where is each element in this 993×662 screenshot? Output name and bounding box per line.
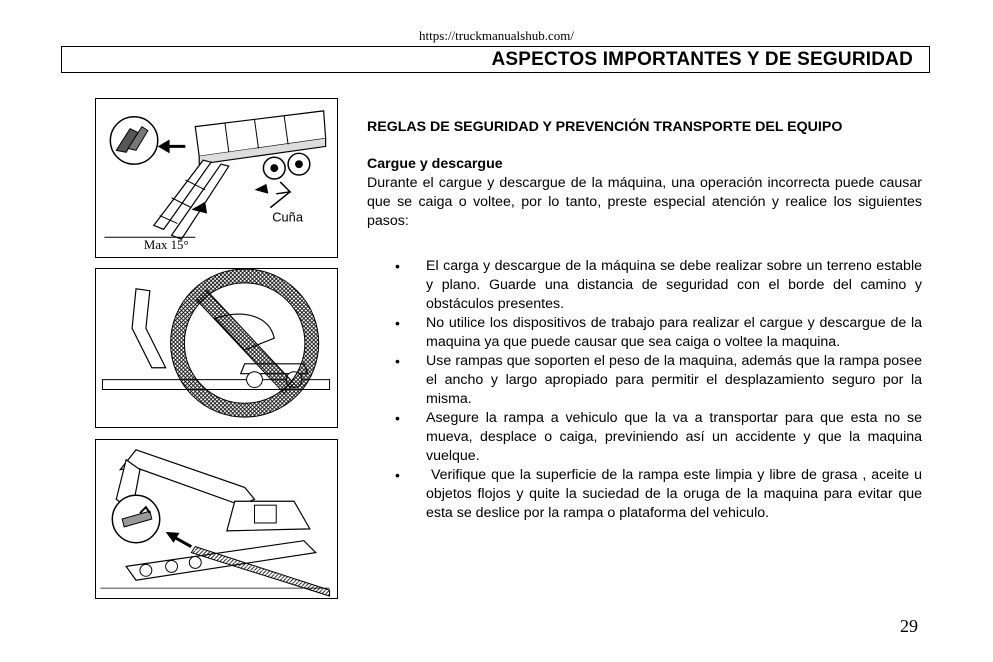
source-url: https://truckmanualshub.com/ bbox=[419, 28, 574, 43]
figure-ramp-loading bbox=[95, 98, 338, 258]
bullet-icon: • bbox=[395, 315, 400, 331]
bullet-icon: • bbox=[395, 467, 400, 483]
page-header bbox=[61, 46, 930, 73]
list-item-text: No utilice los dispositivos de trabajo para realizar el cargue y descargue de la maquina ya que puede causar que sea caiga o voltee la maquina. bbox=[426, 315, 922, 350]
list-item-text: Asegure la rampa a vehiculo que la va a transportar para que esta no se mueva, desplace o caiga, previniendo así un accidente y que la maquina vuelque. bbox=[426, 410, 922, 464]
list-item-text: El carga y descargue de la máquina se debe realizar sobre un terreno estable y plano. Guarde una distancia de seguridad con el borde del camino y obstáculos presentes. bbox=[426, 258, 922, 312]
intro-paragraph: Durante el cargue y descargue de la máquina, una operación incorrecta puede causar que se caiga o voltee, por lo tanto, preste especial atención y realice los siguientes pasos: bbox=[367, 175, 922, 229]
figure-ramp-surface-clean bbox=[95, 439, 338, 599]
list-item bbox=[367, 409, 922, 466]
section-title: REGLAS DE SEGURIDAD Y PREVENCIÓN TRANSPORTE DEL EQUIPO bbox=[367, 119, 843, 135]
page-number: 29 bbox=[900, 616, 918, 636]
bullet-icon: • bbox=[395, 410, 400, 426]
list-item bbox=[367, 257, 922, 314]
list-item-text: Use rampas que soporten el peso de la maquina, además que la rampa posee el ancho y largo apropiado para permitir el desplazamiento seguro por la misma. bbox=[426, 353, 922, 407]
list-item bbox=[367, 314, 922, 352]
prohibited-boom-illustration bbox=[96, 269, 337, 427]
bullet-icon: • bbox=[395, 258, 400, 274]
angle-label: Max 15° bbox=[143, 238, 189, 253]
list-item bbox=[367, 352, 922, 409]
list-item-text: Verifique que la superficie de la rampa este limpia y libre de grasa , aceite u objetos flojos y quite la suciedad de la oruga de la maquina para evitar que esta se deslice por la rampa o plataforma del vehiculo. bbox=[426, 467, 926, 521]
figure-prohibited-boom-use bbox=[95, 268, 338, 428]
ramp-loading-illustration bbox=[96, 99, 337, 257]
page-title: ASPECTOS IMPORTANTES Y DE SEGURIDAD bbox=[491, 49, 913, 70]
ramp-surface-illustration bbox=[96, 440, 337, 598]
wedge-label: Cuña bbox=[272, 209, 303, 225]
bullet-icon: • bbox=[395, 353, 400, 369]
main-content bbox=[367, 118, 926, 523]
subsection-title: Cargue y descargue bbox=[367, 156, 503, 172]
safety-bullet-list bbox=[367, 257, 926, 523]
list-item bbox=[367, 466, 926, 523]
